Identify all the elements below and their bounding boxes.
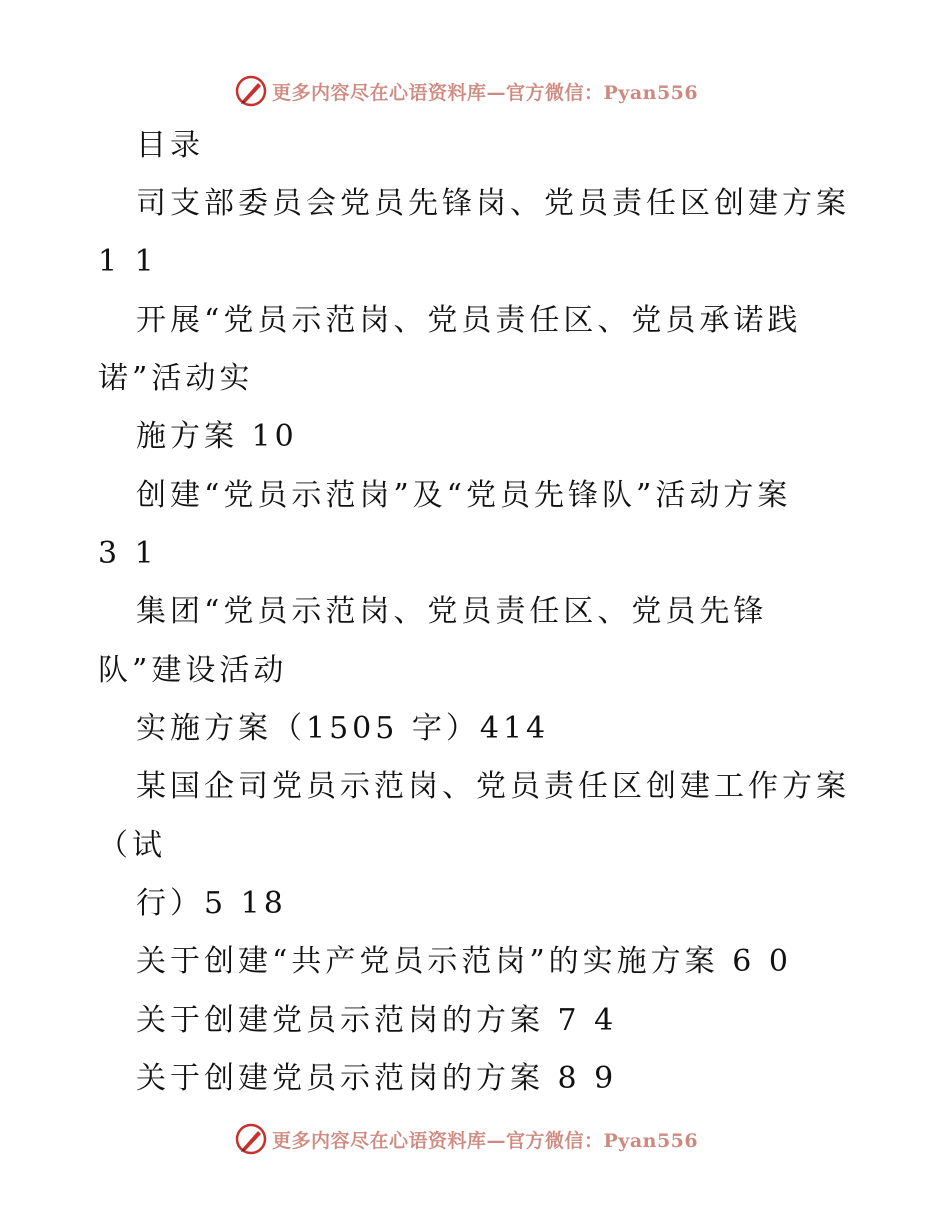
toc-line: 诺”活动实: [98, 361, 254, 396]
toc-line: 开展“党员示范岗、党员责任区、党员承诺践: [136, 303, 802, 338]
toc-line: 关于创建党员示范岗的方案 8 9: [136, 1061, 618, 1096]
pen-circle-logo-icon: [234, 74, 268, 108]
watermark-text: 更多内容尽在心语资料库—官方微信：Pyan556: [272, 81, 699, 104]
pen-circle-logo-icon: [234, 1122, 268, 1156]
toc-line: 关于创建党员示范岗的方案 7 4: [136, 1003, 618, 1038]
toc-line: 创建“党员示范岗”及“党员先锋队”活动方案: [136, 478, 792, 513]
toc-line: 3 1: [98, 536, 158, 571]
toc-line: 行）5 18: [136, 886, 287, 921]
watermark-text: 更多内容尽在心语资料库—官方微信：Pyan556: [272, 1129, 699, 1152]
toc-heading: 目录: [136, 128, 204, 163]
footer-watermark: [234, 1122, 698, 1156]
toc-line: 某国企司党员示范岗、党员责任区创建工作方案: [136, 769, 850, 804]
toc-line: 关于创建“共产党员示范岗”的实施方案 6 0: [136, 944, 792, 979]
toc-line: 施方案 10: [136, 419, 298, 454]
toc-line: 实施方案（1505 字）414: [136, 711, 550, 746]
toc-line: （试: [98, 828, 166, 863]
toc-line: 集团“党员示范岗、党员责任区、党员先锋: [136, 594, 768, 629]
toc-line: 1 1: [98, 244, 158, 279]
toc-line: 司支部委员会党员先锋岗、党员责任区创建方案: [136, 186, 850, 221]
toc-line: 队”建设活动: [98, 653, 288, 688]
header-watermark: [234, 74, 698, 108]
